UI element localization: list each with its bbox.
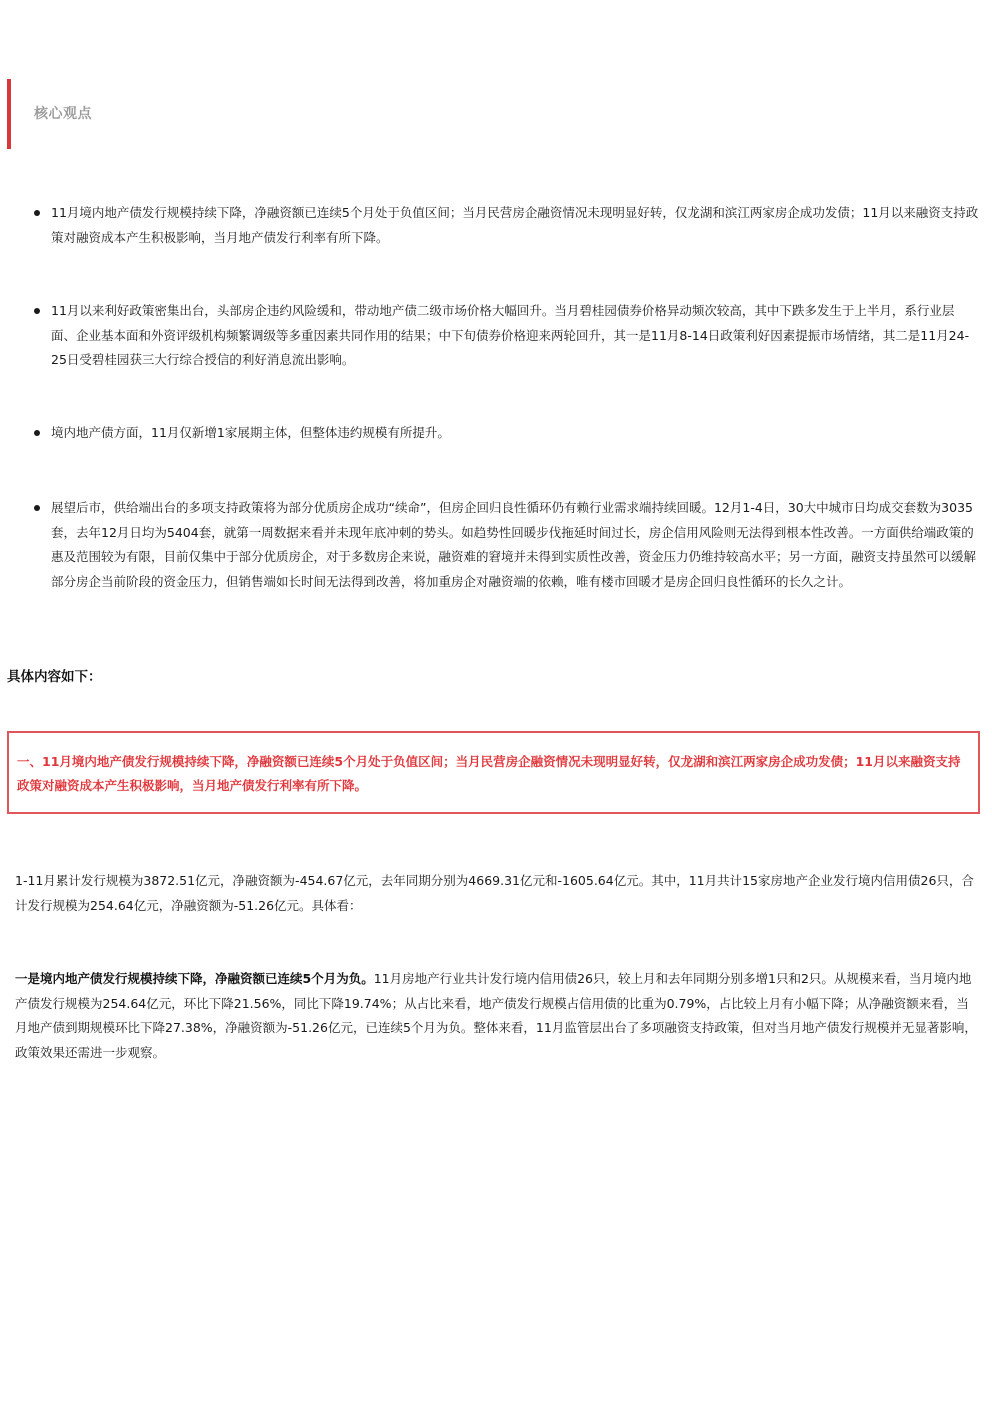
paragraph-2-lead: 一是境内地产债发行规模持续下降，净融资额已连续5个月为负。 xyxy=(15,971,374,986)
summary-bullet-1: 11月境内地产债发行规模持续下降，净融资额已连续5个月处于负值区间；当月民营房企融资情况未现明显好转，仅龙湖和滨江两家房企成功发债；11月以来融资支持政策对融资成本产生积极影响，当月地产债发行利率有所下降。 xyxy=(51,205,979,245)
summary-bullet-4: 展望后市，供给端出台的多项支持政策将为部分优质房企成功“续命”，但房企回归良性循环仍有赖行业需求端持续回暖。12月1-4日，30大中城市日均成交套数为3035套，去年12月日均为5404套，就第一周数据来看并未现年底冲刺的势头。如趋势性回暖步伐拖延时间过长，房企信用风险则无法得到根本性改善。一方面供给端政策的惠及范围较为有限，目前仅集中于部分优质房企，对于多数房企来说，融资难的窘境并未得到实质性改善，资金压力仍维持较高水平；另一方面，融资支持虽然可以缓解部分房企当前阶段的资金压力，但销售端如长时间无法得到改善，将加重房企对融资端的依赖，唯有楼市回暖才是房企回归良性循环的长久之计。 xyxy=(51,500,977,589)
bullet-dot xyxy=(34,505,40,511)
core-title: 核心观点 xyxy=(34,106,92,122)
section-1-highlight-box xyxy=(7,731,980,814)
summary-bullet-2: 11月以来利好政策密集出台，头部房企违约风险缓和，带动地产债二级市场价格大幅回升。当月碧桂园债券价格异动频次较高，其中下跌多发生于上半月，系行业层面、企业基本面和外资评级机构频繁调级等多重因素共同作用的结果；中下旬债券价格迎来两轮回升，其一是11月8-14日政策利好因素提振市场情绪，其二是11月24-25日受碧桂园获三大行综合授信的利好消息流出影响。 xyxy=(51,303,970,367)
details-heading: 具体内容如下： xyxy=(7,669,102,685)
core-header-bar xyxy=(7,79,11,149)
bullet-dot xyxy=(34,308,40,314)
section-1-heading: 一、11月境内地产债发行规模持续下降，净融资额已连续5个月处于负值区间；当月民营房企融资情况未现明显好转，仅龙湖和滨江两家房企成功发债；11月以来融资支持政策对融资成本产生积极影响，当月地产债发行利率有所下降。 xyxy=(17,754,961,793)
paragraph-1: 1-11月累计发行规模为3872.51亿元，净融资额为-454.67亿元，去年同期分别为4669.31亿元和-1605.64亿元。其中，11月共计15家房地产企业发行境内信用债26只，合计发行规模为254.64亿元，净融资额为-51.26亿元。具体看： xyxy=(15,873,974,913)
paragraph-2 xyxy=(15,967,977,1065)
paragraph-2-body: 11月房地产行业共计发行境内信用债26只，较上月和去年同期分别多增1只和2只。从规模来看，当月境内地产债发行规模为254.64亿元，环比下降21.56%，同比下降19.74%；从占比来看，地产债发行规模占信用债的比重为0.79%，占比较上月有小幅下降；从净融资额来看，当月地产债到期规模环比下降27.38%，净融资额为-51.26亿元，已连续5个月为负。整体来看，11月监管层出台了多项融资支持政策，但对当月地产债发行规模并无显著影响，政策效果还需进一步观察。 xyxy=(15,971,977,1060)
bullet-dot xyxy=(34,210,40,216)
bullet-dot xyxy=(34,430,40,436)
summary-bullet-3: 境内地产债方面，11月仅新增1家展期主体，但整体违约规模有所提升。 xyxy=(51,425,450,440)
